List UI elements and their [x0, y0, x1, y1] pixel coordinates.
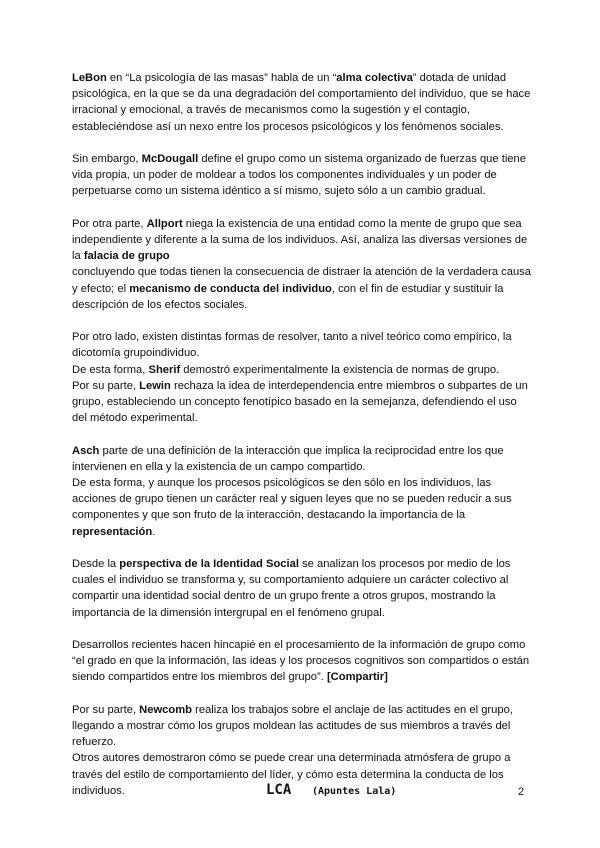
text-run: independiente y diferente a la suma de los individuos. Así, analiza las diversas versiones de [72, 234, 528, 246]
text-run: Por su parte, [72, 703, 140, 716]
text-run: y efecto; el [72, 282, 130, 295]
text-run: se analizan los procesos por medio de los [298, 558, 511, 571]
bold-term: mecanismo de conducta del individuo [129, 282, 332, 295]
text-line [72, 264, 534, 280]
bold-term: LeBon [72, 72, 107, 84]
text-line [72, 475, 534, 491]
text-line [72, 734, 534, 750]
text-run: Por otro lado, existen distintas formas de resolver, tanto a nivel teórico como empírico, la [72, 331, 512, 344]
text-line [72, 556, 534, 572]
paragraph [72, 329, 534, 426]
text-line [72, 718, 534, 734]
paragraph [72, 216, 534, 313]
text-line [72, 86, 534, 102]
text-line [72, 119, 534, 135]
text-run: Otros autores demostraron cómo se puede crear una determinada atmósfera de grupo a [72, 752, 511, 765]
text-line [72, 443, 534, 459]
text-run: Sin embargo, [72, 153, 142, 165]
text-line [72, 605, 534, 621]
text-run: Desde la [72, 558, 120, 571]
text-line [72, 588, 534, 604]
text-run: importancia de la dimensión intergrupal en el fenómeno grupal. [72, 606, 385, 619]
text-run: perpetuarse como un sistema idéntico a sí mismo, sujeto sólo a un cambio gradual. [72, 185, 486, 198]
text-line [72, 572, 534, 588]
text-run: refuerzo. [72, 736, 117, 749]
text-run: del método experimental. [72, 412, 198, 425]
text-run: define el grupo como un sistema organizado de fuerzas que tiene [198, 153, 526, 165]
text-run: De esta forma, [72, 363, 149, 376]
text-run: siendo compartidos entre los miembros del grupo”. [72, 671, 327, 684]
text-run: concluyendo que todas tienen la consecuencia de distraer la atención de la verdadera causa [72, 266, 531, 279]
text-line [72, 637, 534, 653]
text-run: “el grado en que la información, las ideas y los procesos cognitivos son compartidos o están [72, 655, 530, 668]
text-run: rechaza la idea de interdependencia entre miembros o subpartes de un [170, 379, 528, 392]
text-line [72, 345, 534, 361]
text-run: llegando a mostrar cómo los grupos moldean las actitudes de sus miembros a través del [72, 720, 511, 733]
text-line [72, 507, 534, 523]
text-run: en “La psicología de las masas” habla de un “ [106, 72, 337, 84]
text-run: vida propia, un poder de moldear a todos los componentes individuales y un poder de [72, 169, 497, 182]
text-line [72, 329, 534, 345]
text-run: Por otra parte, [72, 217, 147, 230]
text-run: la [72, 250, 84, 263]
footer-subtitle: (Apuntes Lala) [312, 786, 397, 797]
text-run: De esta forma, y aunque los procesos psicológicos se den sólo en los individuos, las [72, 477, 492, 490]
bold-term: alma colectiva [336, 72, 413, 84]
text-line [72, 491, 534, 507]
text-run: ” dotada de unidad [412, 72, 507, 84]
text-run: psicológica, en la que se da una degradación del comportamiento del individuo, que se hace [72, 88, 531, 101]
text-line [72, 653, 534, 669]
paragraph [72, 70, 534, 135]
paragraph [72, 637, 534, 686]
text-line [72, 70, 534, 86]
text-run: cuales el individuo se transforma y, su comportamiento adquiere un carácter colectivo al [72, 574, 509, 587]
text-line [72, 297, 534, 313]
text-line [72, 281, 534, 297]
bold-term: Allport [146, 217, 183, 230]
page-footer [0, 782, 600, 802]
footer-logo: LCA [266, 782, 292, 798]
text-line [72, 767, 534, 783]
text-line [72, 524, 534, 540]
text-run: grupo, estableciendo un concepto fenotípico basado en la semejanza, defendiendo el uso [72, 396, 517, 409]
text-run: componentes y que son fruto de la interacción, destacando la importancia de la [72, 509, 466, 522]
text-run: descripción de los efectos sociales. [72, 298, 248, 311]
page-number: 2 [518, 786, 525, 798]
text-run: través del estilo de comportamiento del líder, y cómo esta determina la conducta de los [72, 768, 504, 781]
text-line [72, 394, 534, 410]
bold-term: [Compartir] [326, 671, 388, 684]
text-run: individuos. [72, 784, 125, 797]
text-line [72, 102, 534, 118]
text-run: realiza los trabajos sobre el anclaje de las actitudes en el grupo, [192, 703, 513, 716]
text-line [72, 248, 534, 264]
text-run: estableciéndose así un nexo entre los procesos psicológicos y los fenómenos sociales. [72, 120, 504, 133]
paragraph [72, 443, 534, 540]
text-line [72, 216, 534, 232]
document-body [72, 70, 534, 815]
bold-term: perspectiva de la Identidad Social [119, 558, 299, 571]
bold-term: Newcomb [139, 703, 193, 716]
text-run: niega la existencia de una entidad como la mente de grupo que sea [182, 217, 522, 230]
text-line [72, 378, 534, 394]
text-run: , con el fin de estudiar y sustituir la [331, 282, 504, 295]
bold-term: representación [72, 525, 153, 538]
text-line [72, 750, 534, 766]
text-line [72, 362, 534, 378]
bold-term: Sherif [148, 363, 181, 376]
paragraph [72, 151, 534, 200]
text-line [72, 410, 534, 426]
bold-term: Lewin [139, 379, 171, 392]
bold-term: McDougall [141, 153, 199, 165]
text-run: intervienen en ella y la existencia de un campo compartido. [72, 460, 366, 473]
text-line [72, 151, 534, 167]
text-line [72, 702, 534, 718]
text-run: dicotomía grupoindividuo. [72, 347, 200, 360]
text-line [72, 183, 534, 199]
text-run: demostró experimentalmente la existencia de normas de grupo. [180, 363, 500, 376]
text-run: irracional y emocional, a través de mecanismos como la sugestión y el contagio, [72, 104, 470, 117]
text-run: acciones de grupo tienen un carácter real y siguen leyes que no se pueden reducir a sus [72, 493, 512, 506]
text-run: Por su parte, [72, 379, 140, 392]
text-run: . [152, 525, 156, 538]
text-line [72, 669, 534, 685]
bold-term: Asch [72, 444, 100, 457]
text-run: parte de una definición de la interacción que implica la reciprocidad entre los que [99, 444, 504, 457]
text-line [72, 232, 534, 248]
text-line [72, 459, 534, 475]
text-run: compartir una identidad social dentro de un grupo frente a otros grupos, mostrando la [72, 590, 496, 603]
paragraph [72, 556, 534, 621]
bold-term: falacia de grupo [83, 250, 170, 263]
text-run: Desarrollos recientes hacen hincapié en el procesamiento de la información de grupo como [72, 639, 526, 652]
text-line [72, 167, 534, 183]
